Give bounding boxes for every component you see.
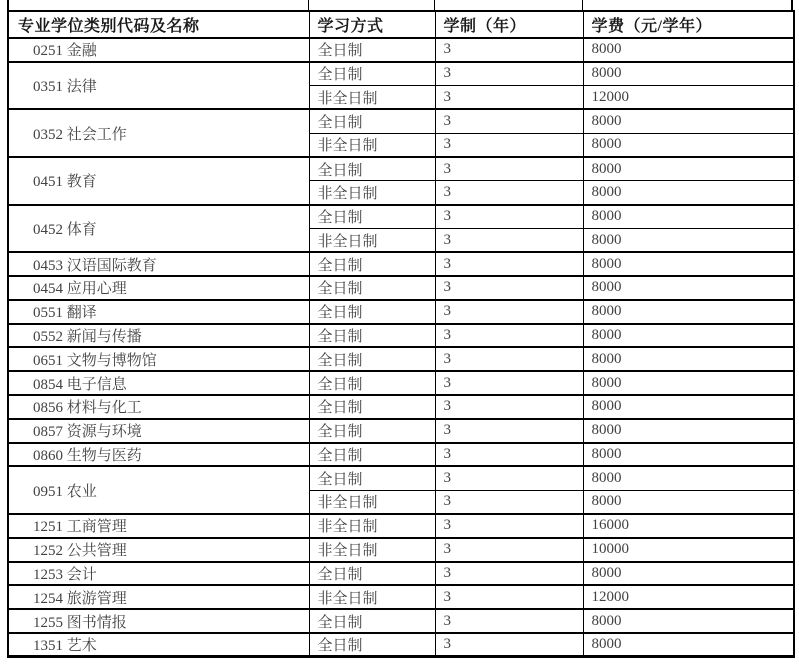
table-row (8, 38, 794, 62)
tuition-cell: 8000 (583, 276, 794, 300)
category-cell: 1255 图书情报 (8, 609, 309, 633)
tuition-cell: 8000 (583, 133, 794, 157)
tuition-cell: 8000 (583, 252, 794, 276)
table-row (8, 443, 794, 467)
tuition-cell: 8000 (583, 490, 794, 514)
duration-cell: 3 (435, 585, 583, 609)
study-mode-cell: 全日制 (309, 62, 435, 86)
category-cell: 0452 体育 (8, 205, 309, 253)
category-cell: 0857 资源与环境 (8, 419, 309, 443)
table-row (8, 300, 794, 324)
study-mode-cell: 全日制 (309, 609, 435, 633)
study-mode-cell: 非全日制 (309, 514, 435, 538)
table-row (8, 62, 794, 86)
tuition-cell: 8000 (583, 443, 794, 467)
category-cell: 1251 工商管理 (8, 514, 309, 538)
tuition-cell: 16000 (583, 514, 794, 538)
study-mode-cell: 非全日制 (309, 228, 435, 252)
duration-cell: 3 (435, 62, 583, 86)
category-cell: 0552 新闻与传播 (8, 324, 309, 348)
table-row (8, 562, 794, 586)
category-cell: 1254 旅游管理 (8, 585, 309, 609)
col-header-tuition: 学费（元/学年） (583, 11, 794, 38)
tuition-cell: 8000 (583, 324, 794, 348)
table-row (8, 466, 794, 490)
category-cell: 0854 电子信息 (8, 371, 309, 395)
category-cell: 0551 翻译 (8, 300, 309, 324)
tuition-cell: 12000 (583, 86, 794, 110)
duration-cell: 3 (435, 538, 583, 562)
tuition-cell: 12000 (583, 585, 794, 609)
duration-cell: 3 (435, 205, 583, 229)
tuition-cell: 8000 (583, 62, 794, 86)
duration-cell: 3 (435, 228, 583, 252)
duration-cell: 3 (435, 252, 583, 276)
tuition-table (7, 10, 795, 658)
tuition-cell: 8000 (583, 205, 794, 229)
study-mode-cell: 全日制 (309, 324, 435, 348)
category-cell: 0454 应用心理 (8, 276, 309, 300)
category-cell: 0860 生物与医药 (8, 443, 309, 467)
study-mode-cell: 全日制 (309, 109, 435, 133)
study-mode-cell: 全日制 (309, 443, 435, 467)
table-row (8, 276, 794, 300)
tuition-cell: 8000 (583, 157, 794, 181)
duration-cell: 3 (435, 86, 583, 110)
table-row (8, 585, 794, 609)
study-mode-cell: 非全日制 (309, 181, 435, 205)
table-row (8, 324, 794, 348)
study-mode-cell: 全日制 (309, 38, 435, 62)
duration-cell: 3 (435, 371, 583, 395)
study-mode-cell: 全日制 (309, 419, 435, 443)
duration-cell: 3 (435, 490, 583, 514)
tuition-cell: 8000 (583, 562, 794, 586)
study-mode-cell: 全日制 (309, 371, 435, 395)
table-header (8, 11, 794, 38)
table-row (8, 395, 794, 419)
duration-cell: 3 (435, 562, 583, 586)
category-cell: 0352 社会工作 (8, 109, 309, 157)
tuition-cell: 8000 (583, 109, 794, 133)
study-mode-cell: 非全日制 (309, 133, 435, 157)
header-row (8, 11, 794, 38)
category-cell: 0856 材料与化工 (8, 395, 309, 419)
category-cell: 1253 会计 (8, 562, 309, 586)
tuition-cell: 8000 (583, 38, 794, 62)
table-row (8, 109, 794, 133)
study-mode-cell: 全日制 (309, 395, 435, 419)
tuition-cell: 8000 (583, 181, 794, 205)
study-mode-cell: 全日制 (309, 562, 435, 586)
duration-cell: 3 (435, 276, 583, 300)
duration-cell: 3 (435, 633, 583, 657)
study-mode-cell: 全日制 (309, 633, 435, 657)
table-row (8, 514, 794, 538)
table-row (8, 371, 794, 395)
duration-cell: 3 (435, 38, 583, 62)
duration-cell: 3 (435, 514, 583, 538)
table-row (8, 205, 794, 229)
study-mode-cell: 非全日制 (309, 538, 435, 562)
duration-cell: 3 (435, 419, 583, 443)
col-header-duration: 学制（年） (435, 11, 583, 38)
category-cell: 0251 金融 (8, 38, 309, 62)
study-mode-cell: 非全日制 (309, 490, 435, 514)
table-row (8, 419, 794, 443)
study-mode-cell: 全日制 (309, 466, 435, 490)
category-cell: 0451 教育 (8, 157, 309, 205)
category-cell: 0951 农业 (8, 466, 309, 514)
category-cell: 1252 公共管理 (8, 538, 309, 562)
duration-cell: 3 (435, 157, 583, 181)
study-mode-cell: 非全日制 (309, 585, 435, 609)
duration-cell: 3 (435, 443, 583, 467)
study-mode-cell: 全日制 (309, 276, 435, 300)
tuition-cell: 8000 (583, 300, 794, 324)
category-cell: 0351 法律 (8, 62, 309, 110)
table-row (8, 157, 794, 181)
duration-cell: 3 (435, 109, 583, 133)
category-cell: 1351 艺术 (8, 633, 309, 657)
tuition-cell: 8000 (583, 419, 794, 443)
duration-cell: 3 (435, 609, 583, 633)
duration-cell: 3 (435, 181, 583, 205)
table-row (8, 347, 794, 371)
duration-cell: 3 (435, 347, 583, 371)
category-cell: 0651 文物与博物馆 (8, 347, 309, 371)
tuition-cell: 10000 (583, 538, 794, 562)
col-header-category: 专业学位类别代码及名称 (8, 11, 309, 38)
study-mode-cell: 全日制 (309, 347, 435, 371)
table-row (8, 538, 794, 562)
study-mode-cell: 全日制 (309, 205, 435, 229)
duration-cell: 3 (435, 395, 583, 419)
tuition-cell: 8000 (583, 395, 794, 419)
table-row (8, 252, 794, 276)
table-row (8, 609, 794, 633)
study-mode-cell: 全日制 (309, 252, 435, 276)
tuition-cell: 8000 (583, 347, 794, 371)
study-mode-cell: 全日制 (309, 300, 435, 324)
tuition-cell: 8000 (583, 633, 794, 657)
tuition-cell: 8000 (583, 466, 794, 490)
tuition-cell: 8000 (583, 228, 794, 252)
duration-cell: 3 (435, 133, 583, 157)
table-body (8, 38, 794, 657)
duration-cell: 3 (435, 324, 583, 348)
study-mode-cell: 非全日制 (309, 86, 435, 110)
tuition-cell: 8000 (583, 609, 794, 633)
duration-cell: 3 (435, 300, 583, 324)
col-header-study-mode: 学习方式 (309, 11, 435, 38)
study-mode-cell: 全日制 (309, 157, 435, 181)
tuition-cell: 8000 (583, 371, 794, 395)
table-row (8, 633, 794, 657)
duration-cell: 3 (435, 466, 583, 490)
category-cell: 0453 汉语国际教育 (8, 252, 309, 276)
